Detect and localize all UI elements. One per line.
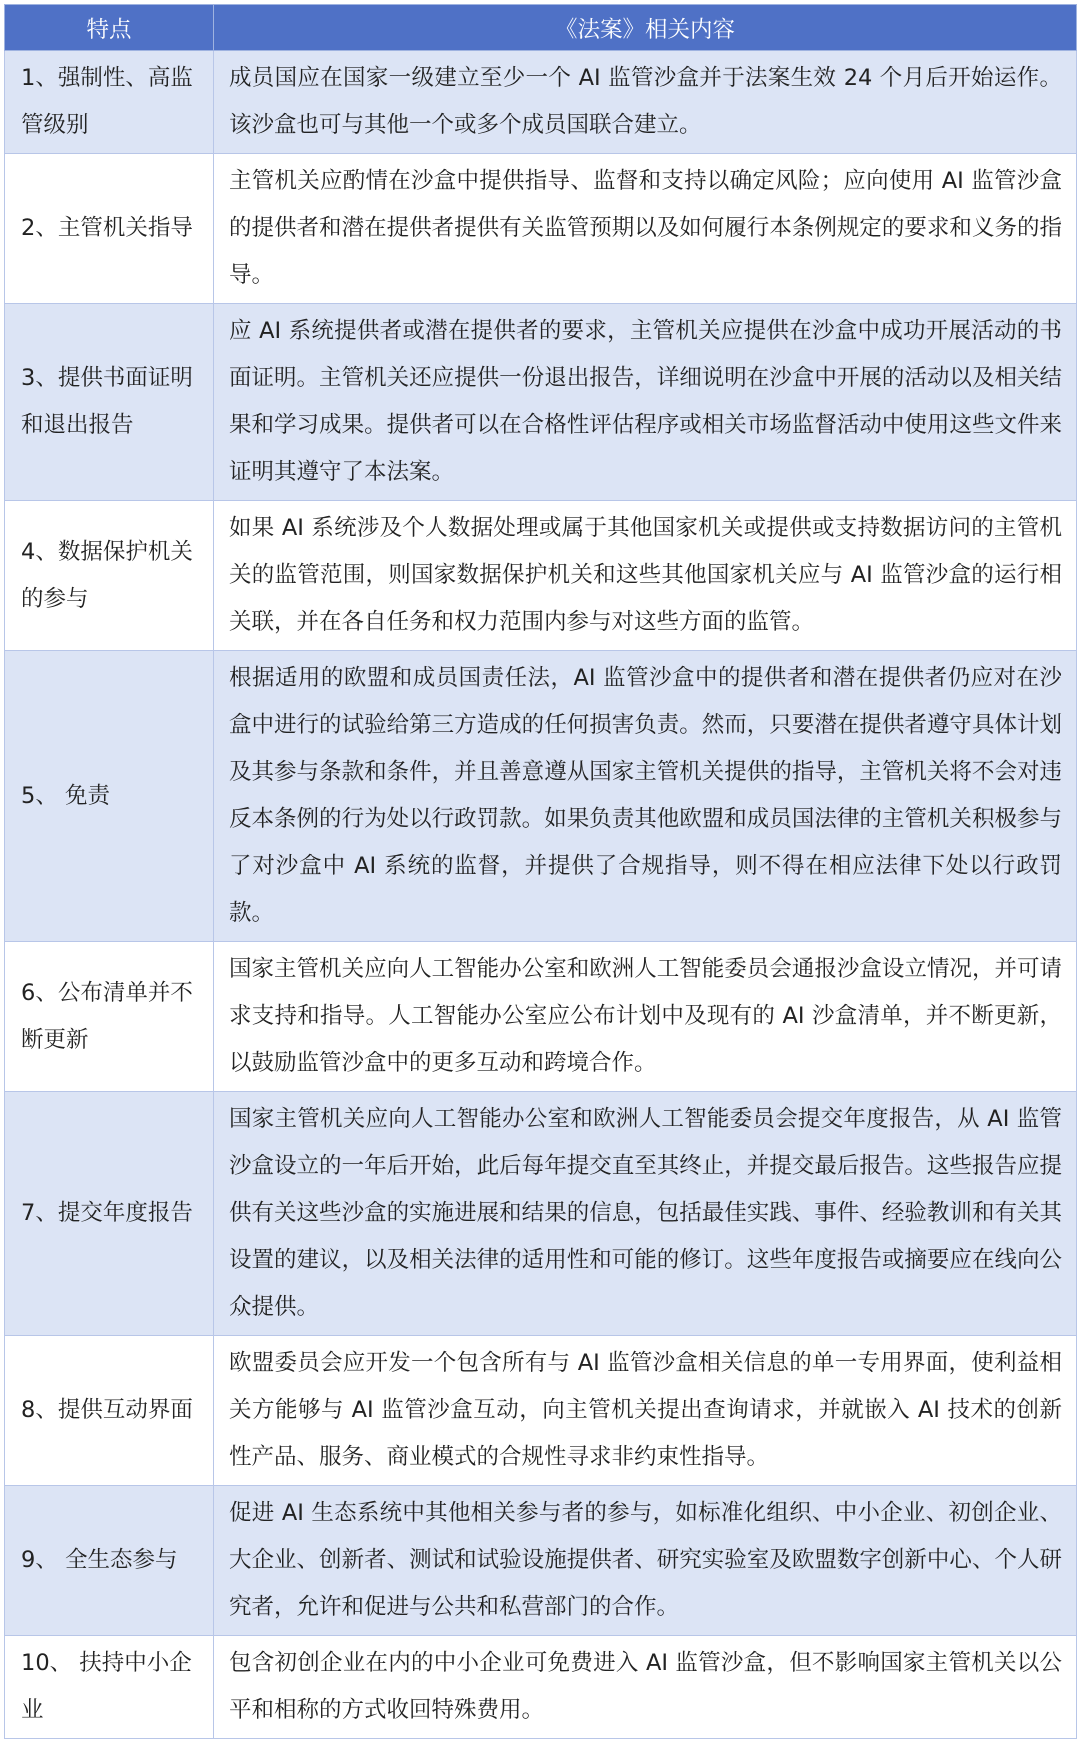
content-cell: 国家主管机关应向人工智能办公室和欧洲人工智能委员会通报沙盒设立情况，并可请求支持和指导。人工智能办公室应公布计划中及现有的 AI 沙盒清单，并不断更新，以鼓励监管沙盒中的更多互动和跨境合作。 <box>214 942 1077 1092</box>
table-row <box>5 51 1077 154</box>
header-content: 《法案》相关内容 <box>214 5 1077 51</box>
feature-cell: 3、提供书面证明和退出报告 <box>5 304 214 501</box>
table-row <box>5 1486 1077 1636</box>
feature-cell: 1、强制性、高监管级别 <box>5 51 214 154</box>
table-body <box>5 51 1077 1739</box>
feature-cell: 4、数据保护机关的参与 <box>5 501 214 651</box>
table-row <box>5 1336 1077 1486</box>
table-row <box>5 1636 1077 1739</box>
table-row <box>5 942 1077 1092</box>
table-row <box>5 651 1077 942</box>
content-cell: 应 AI 系统提供者或潜在提供者的要求，主管机关应提供在沙盒中成功开展活动的书面证明。主管机关还应提供一份退出报告，详细说明在沙盒中开展的活动以及相关结果和学习成果。提供者可以在合格性评估程序或相关市场监督活动中使用这些文件来证明其遵守了本法案。 <box>214 304 1077 501</box>
feature-cell: 9、 全生态参与 <box>5 1486 214 1636</box>
content-cell: 成员国应在国家一级建立至少一个 AI 监管沙盒并于法案生效 24 个月后开始运作。该沙盒也可与其他一个或多个成员国联合建立。 <box>214 51 1077 154</box>
feature-cell: 6、公布清单并不断更新 <box>5 942 214 1092</box>
content-cell: 促进 AI 生态系统中其他相关参与者的参与，如标准化组织、中小企业、初创企业、大企业、创新者、测试和试验设施提供者、研究实验室及欧盟数字创新中心、个人研究者，允许和促进与公共和私营部门的合作。 <box>214 1486 1077 1636</box>
table-row <box>5 304 1077 501</box>
content-cell: 包含初创企业在内的中小企业可免费进入 AI 监管沙盒，但不影响国家主管机关以公平和相称的方式收回特殊费用。 <box>214 1636 1077 1739</box>
content-cell: 国家主管机关应向人工智能办公室和欧洲人工智能委员会提交年度报告，从 AI 监管沙盒设立的一年后开始，此后每年提交直至其终止，并提交最后报告。这些报告应提供有关这些沙盒的实施进展和结果的信息，包括最佳实践、事件、经验教训和有关其设置的建议，以及相关法律的适用性和可能的修订。这些年度报告或摘要应在线向公众提供。 <box>214 1092 1077 1336</box>
feature-cell: 7、提交年度报告 <box>5 1092 214 1336</box>
table-row <box>5 501 1077 651</box>
feature-cell: 10、 扶持中小企业 <box>5 1636 214 1739</box>
table-row <box>5 154 1077 304</box>
header-row <box>5 5 1077 51</box>
table-header <box>5 5 1077 51</box>
content-cell: 如果 AI 系统涉及个人数据处理或属于其他国家机关或提供或支持数据访问的主管机关的监管范围，则国家数据保护机关和这些其他国家机关应与 AI 监管沙盒的运行相关联，并在各自任务和权力范围内参与对这些方面的监管。 <box>214 501 1077 651</box>
feature-cell: 2、主管机关指导 <box>5 154 214 304</box>
content-cell: 根据适用的欧盟和成员国责任法，AI 监管沙盒中的提供者和潜在提供者仍应对在沙盒中进行的试验给第三方造成的任何损害负责。然而，只要潜在提供者遵守具体计划及其参与条款和条件，并且善意遵从国家主管机关提供的指导，主管机关将不会对违反本条例的行为处以行政罚款。如果负责其他欧盟和成员国法律的主管机关积极参与了对沙盒中 AI 系统的监督，并提供了合规指导，则不得在相应法律下处以行政罚款。 <box>214 651 1077 942</box>
feature-cell: 5、 免责 <box>5 651 214 942</box>
content-cell: 主管机关应酌情在沙盒中提供指导、监督和支持以确定风险；应向使用 AI 监管沙盒的提供者和潜在提供者提供有关监管预期以及如何履行本条例规定的要求和义务的指导。 <box>214 154 1077 304</box>
table-row <box>5 1092 1077 1336</box>
header-feature: 特点 <box>5 5 214 51</box>
content-cell: 欧盟委员会应开发一个包含所有与 AI 监管沙盒相关信息的单一专用界面，使利益相关方能够与 AI 监管沙盒互动，向主管机关提出查询请求，并就嵌入 AI 技术的创新性产品、服务、商业模式的合规性寻求非约束性指导。 <box>214 1336 1077 1486</box>
sandbox-features-table <box>4 4 1077 1739</box>
feature-cell: 8、提供互动界面 <box>5 1336 214 1486</box>
